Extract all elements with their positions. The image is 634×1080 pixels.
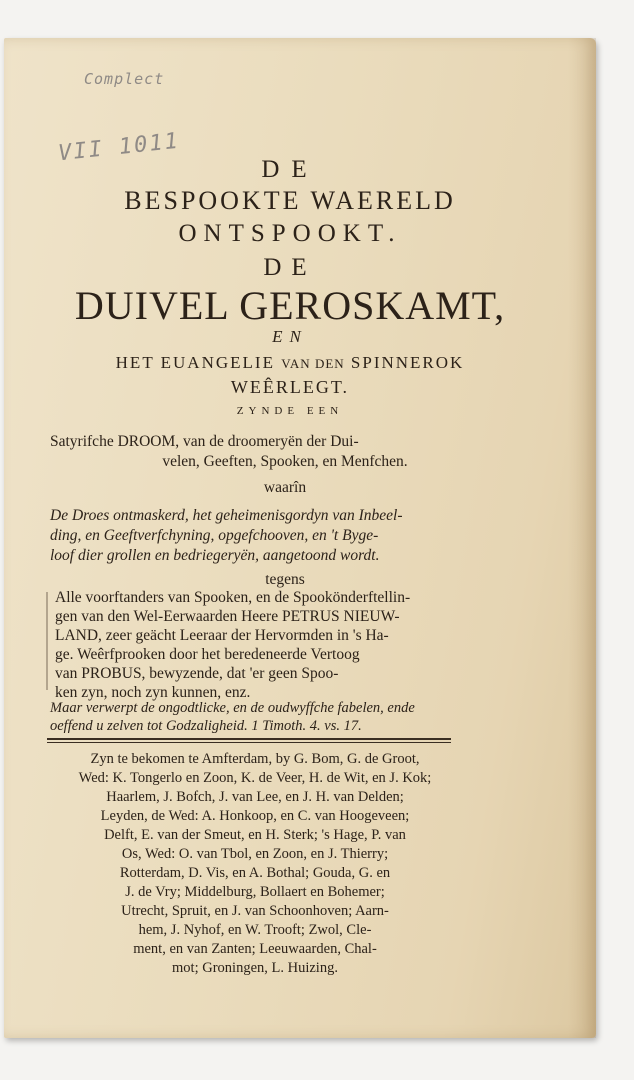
imprint-line: Haarlem, J. Bofch, J. van Lee, en J. H. van Delden;: [106, 789, 404, 805]
imprint-line: Utrecht, Spruit, en J. van Schoonhoven; Aarn-: [121, 903, 389, 919]
title-bespookte-waereld: BESPOOKTE WAERELD: [124, 186, 456, 215]
title-en: EN: [272, 327, 308, 346]
title-weerlegt: WEÊRLEGT.: [230, 377, 350, 397]
rule-thin: [47, 742, 451, 743]
text-droes-3: loof dier grollen en bedriegeryën, aangetoond wordt.: [50, 547, 380, 564]
text-droes-1: De Droes ontmaskerd, het geheimenisgordyn van Inbeel-: [50, 507, 403, 524]
text-satyrische-1: Satyrifche DROOM, van de droomeryën der Dui-: [50, 433, 359, 450]
text-tegens: tegens: [265, 571, 305, 588]
imprint-line: hem, J. Nyhof, en W. Trooft; Zwol, Cle-: [138, 922, 372, 938]
imprint-line: J. de Vry; Middelburg, Bollaert en Bohemer;: [125, 884, 385, 900]
title-duivel-geroskamt: DUIVEL GEROSKAMT,: [74, 283, 506, 328]
rule-thick: [47, 738, 451, 740]
imprint-line: Os, Wed: O. van Tbol, en Zoon, en J. Thierry;: [121, 846, 389, 862]
text-maar-1: Maar verwerpt de ongodtlicke, en de oudwyffche fabelen, ende: [50, 700, 415, 716]
imprint-line: ment, en van Zanten; Leeuwaarden, Chal-: [133, 941, 377, 957]
imprint-line: Leyden, de Wed: A. Honkoop, en C. van Hoogeveen;: [100, 808, 410, 824]
margin-bracket: [46, 592, 51, 690]
imprint-line: mot; Groningen, L. Huizing.: [172, 960, 338, 976]
text-droes-2: ding, en Geeftverfchyning, opgefchooven, en 't Byge-: [50, 527, 379, 544]
text-satyrische-2: velen, Geeften, Spooken, en Menfchen.: [162, 453, 408, 470]
title-evangelie-part-c: SPINNEROK: [344, 353, 465, 372]
handwritten-shelfmark: VII 1011: [57, 128, 181, 167]
imprint-line: Delft, E. van der Smeut, en H. Sterk; 's Hage, P. van: [104, 827, 406, 843]
imprint-line: Wed: K. Tongerlo en Zoon, K. de Veer, H. de Wit, en J. Kok;: [78, 770, 432, 786]
title-de-2: DE: [263, 254, 317, 281]
imprint-line: Zyn te bekomen te Amfterdam, by G. Bom, G. de Groot,: [90, 751, 420, 767]
title-evangelie-part-b: VAN DEN: [281, 356, 345, 371]
title-zynde-een: ZYNDE EEN: [236, 405, 344, 417]
text-maar-2: oeffend u zelven tot Godzaligheid. 1 Timoth. 4. vs. 17.: [50, 718, 362, 734]
text-alle-4: ge. Weêrfprooken door het beredeneerde Vertoog: [55, 646, 360, 663]
text-alle-5: van PROBUS, bewyzende, dat 'er geen Spoo-: [55, 665, 339, 682]
title-evangelie: [40, 353, 540, 373]
title-evangelie-part-a: HET EUANGELIE: [115, 353, 282, 372]
title-de-1: DE: [261, 156, 319, 183]
text-alle-3: LAND, zeer geächt Leeraar der Hervormden in 's Ha-: [55, 627, 389, 644]
title-ontspookt: ONTSPOOKT.: [178, 220, 402, 247]
text-alle-2: gen van den Wel-Eerwaarden Heere PETRUS NIEUW-: [55, 608, 400, 625]
imprint-line: Rotterdam, D. Vis, en A. Bothal; Gouda, G. en: [119, 865, 391, 881]
text-alle-6: ken zyn, noch zyn kunnen, enz.: [55, 684, 251, 701]
text-alle-1: Alle voorftanders van Spooken, en de Spookönderftellin-: [55, 589, 411, 606]
handwritten-note: Complect: [84, 70, 165, 88]
text-waarin: waarîn: [263, 479, 307, 496]
